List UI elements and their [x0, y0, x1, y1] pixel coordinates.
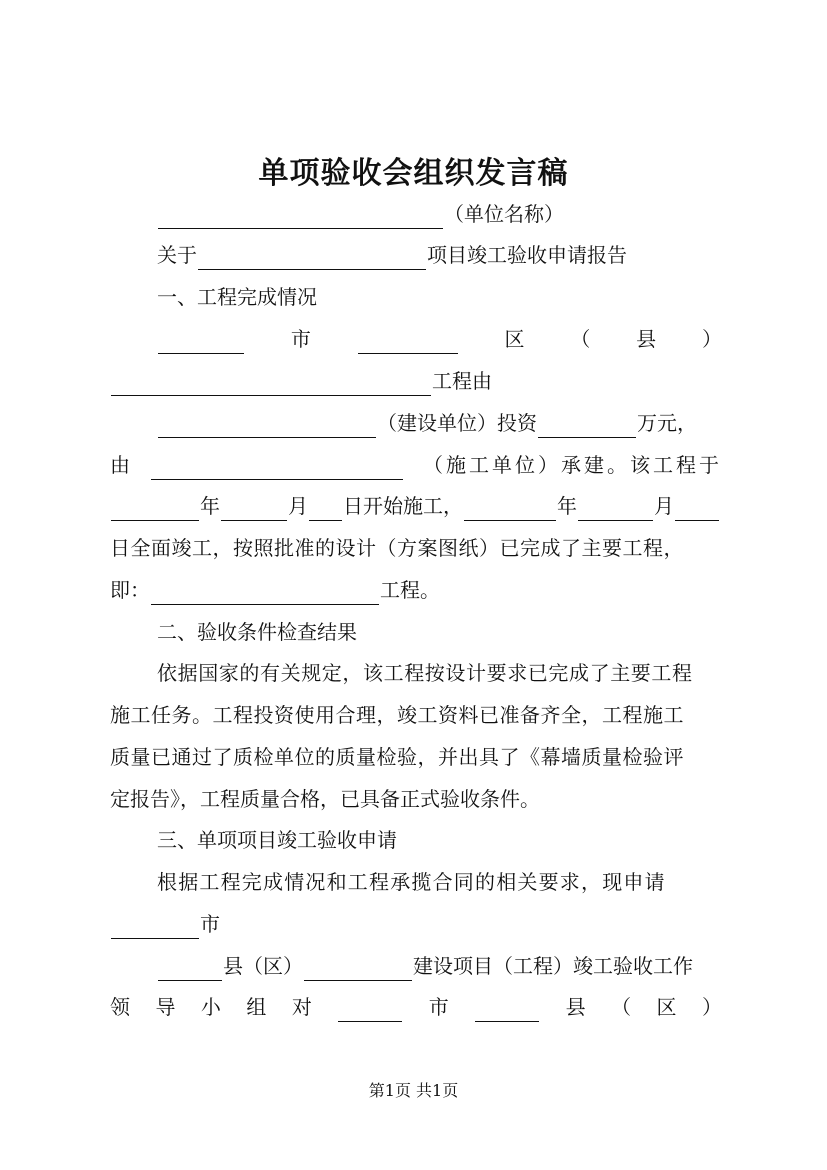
blank-field: [198, 247, 426, 270]
blank-field: [151, 457, 403, 480]
text-segment: ）: [701, 995, 722, 1019]
text-segment: 导: [155, 995, 176, 1019]
blank-field: [309, 498, 342, 521]
text-segment: 县: [565, 995, 586, 1019]
document-title: 单项验收会组织发言稿: [258, 156, 569, 191]
text-segment: 关于: [157, 243, 197, 267]
section-heading-1: 一、工程完成情况: [157, 285, 317, 309]
blank-field: [111, 373, 431, 396]
text-segment: 建设项目（工程）竣工验收工作: [413, 954, 693, 978]
text-segment: （施工单位）承建。该工程于: [423, 453, 722, 477]
text-segment: （: [570, 327, 591, 351]
blank-field: [158, 331, 244, 354]
blank-field: [221, 498, 287, 521]
blank-field: [358, 331, 458, 354]
text-segment: （单位名称）: [444, 202, 564, 226]
text-segment: 市: [290, 327, 311, 351]
location-line: [157, 324, 722, 354]
report-subject-line: [157, 240, 722, 270]
text-segment: ）: [701, 327, 722, 351]
unit-name-line: [157, 199, 722, 229]
section-heading-3: 三、单项项目竣工验收申请: [157, 828, 397, 852]
text-segment: 项目竣工验收申请报告: [427, 243, 627, 267]
paragraph-line: 施工任务。工程投资使用合理，竣工资料已准备齐全，工程施工: [110, 703, 684, 727]
text-segment: 市: [428, 995, 449, 1019]
text-segment: 市: [200, 912, 220, 936]
project-scope-line: [110, 575, 722, 605]
section-heading-2: 二、验收条件检查结果: [157, 620, 357, 644]
blank-field: [111, 498, 199, 521]
text-segment: 组: [246, 995, 267, 1019]
text-segment: 年: [200, 494, 220, 518]
text-segment: 即：: [110, 578, 150, 602]
text-segment: 日开始施工，: [343, 494, 463, 518]
blank-field: [158, 415, 376, 438]
dates-line: [110, 491, 722, 521]
paragraph-line: 质量已通过了质检单位的质量检验，并出具了《幕墙质量检验评: [110, 745, 684, 769]
paragraph-line: 依据国家的有关规定，该工程按设计要求已完成了主要工程: [157, 661, 693, 685]
blank-field: [675, 498, 719, 521]
page-footer: 第1页 共1页: [368, 1081, 459, 1100]
contractor-line: [110, 450, 722, 480]
blank-field: [158, 958, 222, 981]
blank-field: [464, 498, 556, 521]
text-segment: 区: [504, 327, 525, 351]
text-segment: 小: [200, 995, 221, 1019]
text-segment: 月: [654, 494, 674, 518]
investment-line: [157, 408, 722, 438]
text-segment: 工程由: [432, 369, 492, 393]
text-segment: 万元，: [637, 411, 697, 435]
blank-field: [151, 582, 379, 605]
paragraph-line: 定报告》，工程质量合格，已具备正式验收条件。: [110, 787, 540, 811]
paragraph-line: 根据工程完成情况和工程承揽合同的相关要求，现申请: [157, 870, 666, 894]
text-segment: 县: [636, 327, 657, 351]
text-segment: 月: [288, 494, 308, 518]
text-segment: 年: [557, 494, 577, 518]
blank-field: [578, 498, 653, 521]
blank-field: [475, 999, 539, 1022]
project-line: [157, 951, 722, 981]
text-segment: 县（区）: [223, 954, 303, 978]
blank-field: [304, 958, 412, 981]
text-segment: 领: [110, 995, 130, 1019]
blank-field: [111, 916, 199, 939]
text-segment: 区: [656, 995, 677, 1019]
city-line: [110, 909, 722, 939]
blank-field: [538, 415, 636, 438]
text-segment: 工程。: [380, 578, 440, 602]
blank-field: [158, 206, 443, 229]
completion-line: 日全面竣工，按照批准的设计（方案图纸）已完成了主要工程，: [110, 536, 684, 560]
text-segment: 对: [291, 995, 312, 1019]
text-segment: （建设单位）投资: [377, 411, 537, 435]
blank-field: [338, 999, 402, 1022]
committee-line: [110, 992, 722, 1022]
text-segment: 由: [110, 453, 130, 477]
text-segment: （: [611, 995, 632, 1019]
project-name-line: [110, 366, 722, 396]
